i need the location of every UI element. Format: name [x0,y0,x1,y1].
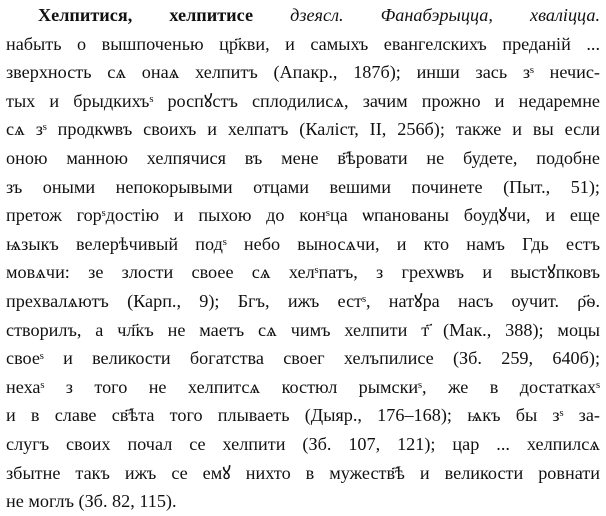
entry-first-line [6,1,600,30]
entry-line: претож горˢдостію и пыхою до конˢца ѡпанованы боудꙋчи, и еще [6,205,600,226]
entry-line: и в славе св҃ѣта того плываеть (Дыяр., 176–168); ѩкъ бы зˢ за- [6,405,600,426]
entry-line: створилъ, а чл҃къ не маетъ сѧ чимъ хелпити т҃ (Мак., 388); моцы [6,319,600,340]
entry-line: ѩзыкъ велерѣчивый подˢ небо выносѧчи, и кто намъ Гдь естъ [6,233,600,254]
entry-line: сѧ зˢ продкѡвъ своихъ и хелпатъ (Каліст, II, 256б); также и вы если [6,119,600,140]
entry-line: зъ оными непокорывыми отцами вешими починете (Пыт., 51); [6,176,600,197]
entry-line: слугъ своих почал се хелпити (Зб. 107, 121); цар ... хелпилсѧ [6,433,600,454]
definition-gloss: дзеясл. Фанабэрыцца, хваліцца. [290,5,600,25]
entry-line: збытне такъ ижъ се емꙋ нихто в мужеств҃ѣ и великости ровнати [6,462,600,483]
entry-line: прехвалѧютъ (Карп., 9); Бгъ, ижъ естˢ, натꙋра насъ оучит. ρ҃ѳ. [6,290,600,311]
entry-line: мовѧчи: зе злости своее сѧ хелˢпатъ, з грехѡвъ и выстꙋпковъ [6,262,600,283]
headword: Хелпитися, хелпитисе [38,5,254,25]
entry-line: своеˢ и великости богатства своег хелъпилисе (Зб. 259, 640б); [6,348,600,369]
entry-line: не моглъ (Зб. 82, 115). [6,491,177,512]
entry-line: нехаˢ з того не хелпитсѧ костюл рымскиˢ, же в достаткахˢ [6,376,600,397]
entry-line: оною манною хелпячися въ мене в҃ѣровати не будете, подобне [6,147,600,168]
entry-line: тых и брыдкихъˢ роспꙋстъ сплодилисѧ, зачим прожно и недаремне [6,90,600,111]
entry-line: набыть о вышпоченью цр҃кви, и самыхъ евангелскихъ преданій ... [6,33,600,54]
entry-line: зверхность сѧ онаѧ хелпитъ (Апакр., 187б); инши зась зˢ нечис- [6,62,600,83]
